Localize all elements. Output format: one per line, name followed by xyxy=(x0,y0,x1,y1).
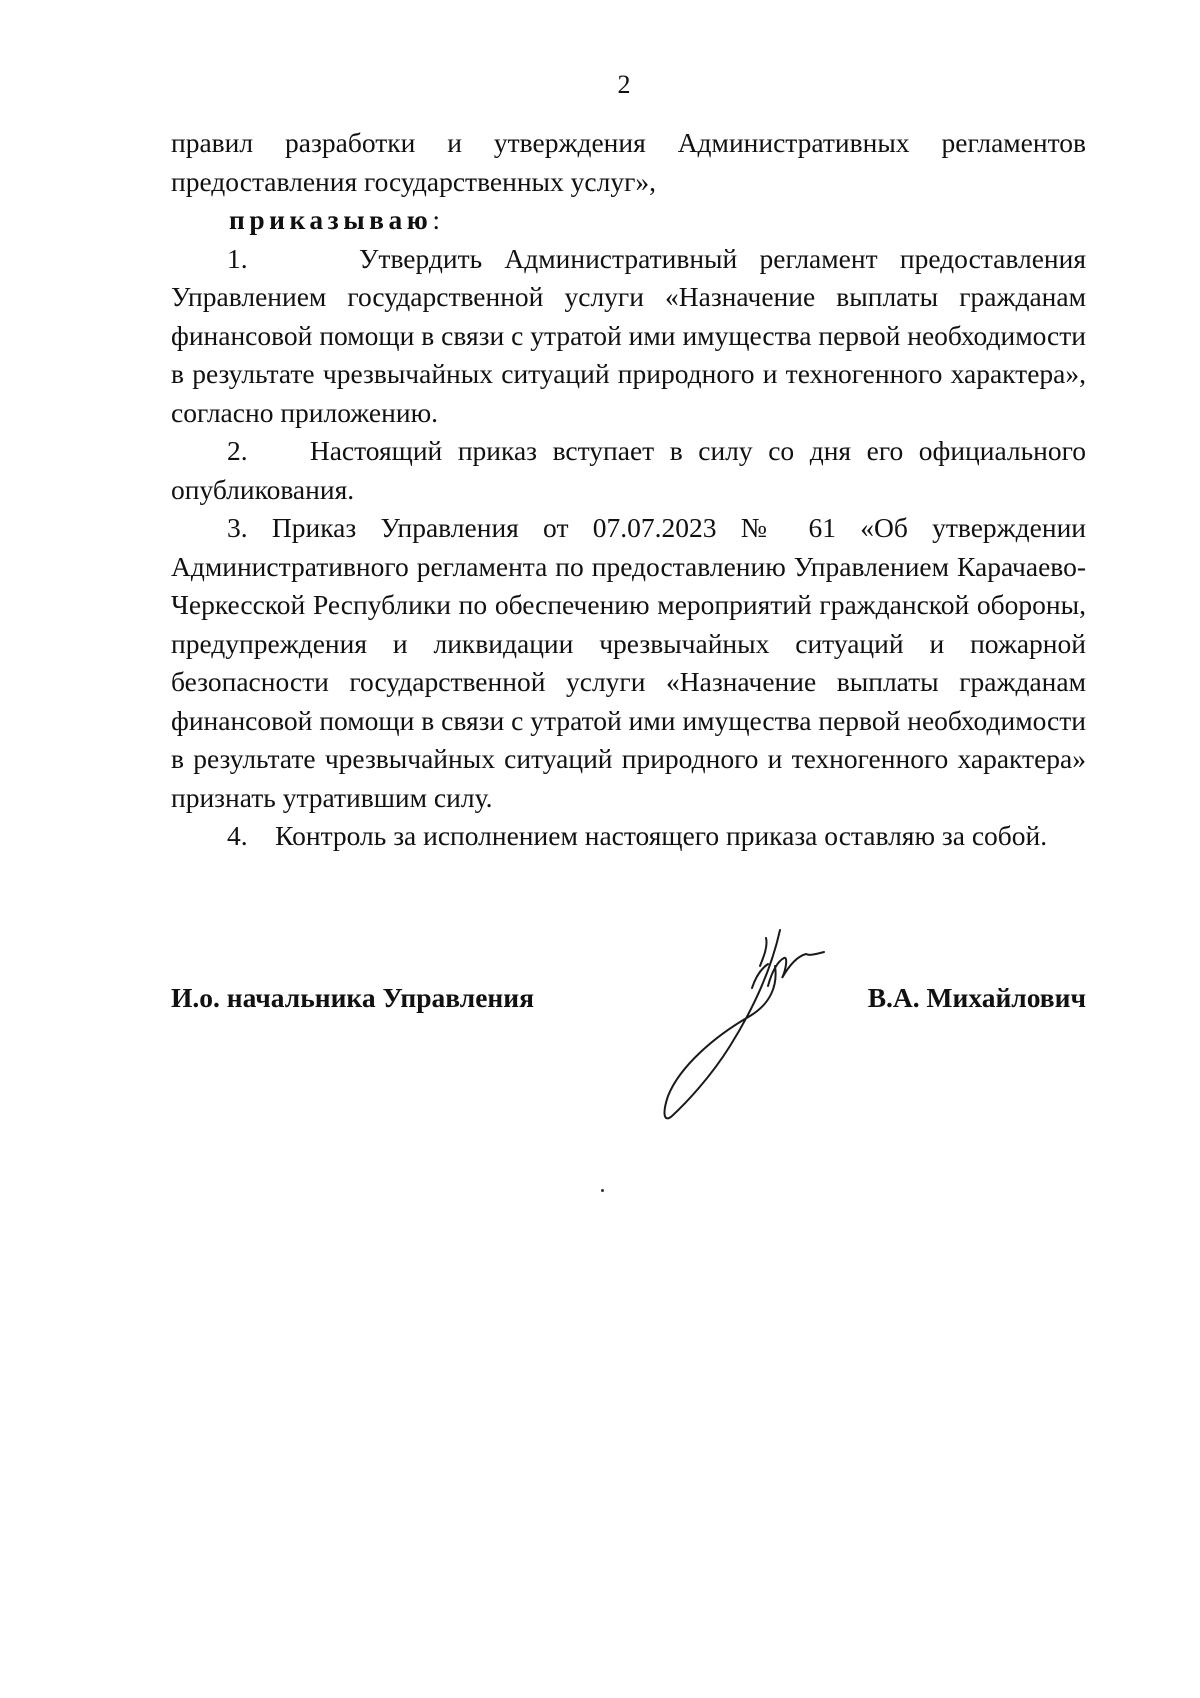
item-number: 3. xyxy=(227,512,248,543)
order-item-1 xyxy=(171,240,1086,433)
signatory-title: И.о. начальника Управления xyxy=(171,982,534,1013)
signatory-name: В.А. Михайлович xyxy=(867,982,1086,1013)
order-item-2 xyxy=(171,432,1086,509)
order-word: приказываю xyxy=(229,204,433,235)
stray-dot xyxy=(601,1189,604,1192)
item-text: Настоящий приказ вступает в силу со дня его официального опубликования. xyxy=(171,435,1086,505)
order-colon: : xyxy=(432,204,440,235)
document-body xyxy=(171,124,1086,856)
item-text: Приказ Управления от 07.07.2023 № 61 «Об утверждении Административного регламента по предоставлению Управлением Карачаево-Черкесской Республики по обеспечению мероприятий гражданской обороны, предупреждения и ликвидации чрезвычайных ситуаций и пожарной безопасности государственной услуги «Назначение выплаты гражданам финансовой помощи в связи с утратой ими имущества первой необходимости в результате чрезвычайных ситуаций природного и техногенного характера» признать утратившим силу. xyxy=(171,512,1087,813)
handwritten-signature xyxy=(660,926,850,1126)
order-heading xyxy=(229,201,1086,240)
item-text: Контроль за исполнением настоящего приказа оставляю за собой. xyxy=(275,820,1048,851)
order-item-3 xyxy=(171,509,1086,817)
item-number: 2. xyxy=(227,435,248,466)
item-number: 4. xyxy=(227,820,248,851)
intro-paragraph: правил разработки и утверждения Административных регламентов предоставления государственных услуг», xyxy=(171,127,1086,197)
item-text: Утвердить Административный регламент предоставления Управлением государственной услуги «Назначение выплаты гражданам финансовой помощи в связи с утратой ими имущества первой необходимости в результате чрезвычайных ситуаций природного и техногенного характера», согласно приложению. xyxy=(171,242,1086,428)
order-item-4 xyxy=(171,817,1086,856)
item-number: 1. xyxy=(227,242,248,274)
page-number: 2 xyxy=(617,70,631,99)
